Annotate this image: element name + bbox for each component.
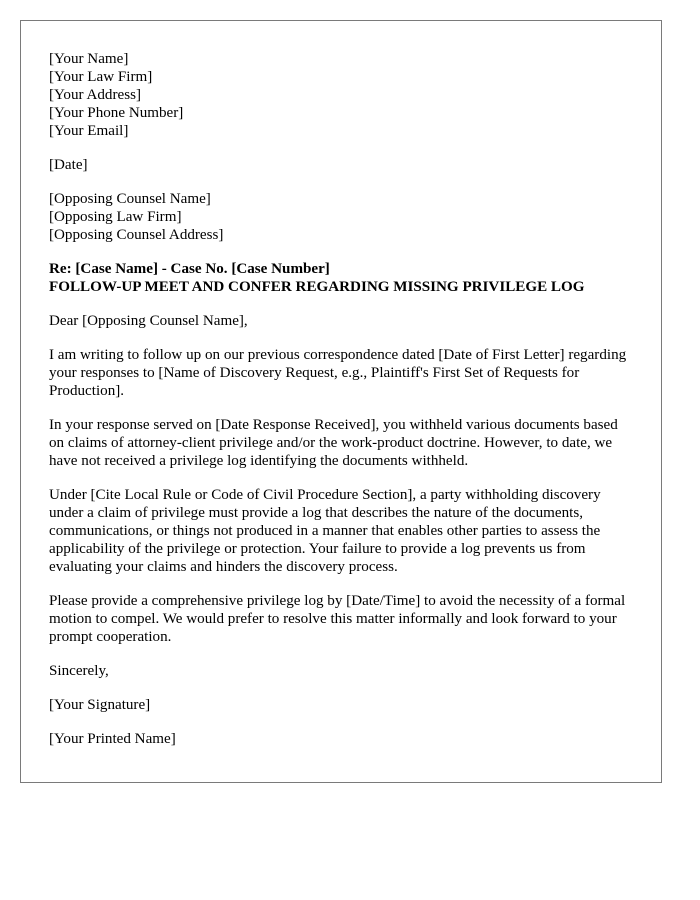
letter-page	[20, 20, 662, 783]
subject-title: FOLLOW-UP MEET AND CONFER REGARDING MISSING PRIVILEGE LOG	[49, 279, 585, 295]
recipient-name: [Opposing Counsel Name]	[49, 191, 211, 207]
closing: Sincerely,	[49, 663, 109, 679]
salutation: Dear [Opposing Counsel Name],	[49, 313, 248, 329]
letter-date: [Date]	[49, 157, 88, 173]
signature-placeholder: [Your Signature]	[49, 697, 151, 713]
body-paragraph-4: Please provide a comprehensive privilege log by [Date/Time] to avoid the necessity of a formal motion to compel. We would prefer to resolve this matter informally and look forward to your prompt cooperation.	[49, 593, 626, 645]
date-block	[49, 156, 633, 174]
sender-block	[49, 50, 633, 140]
sender-address: [Your Address]	[49, 87, 141, 103]
recipient-firm: [Opposing Law Firm]	[49, 209, 182, 225]
sender-phone: [Your Phone Number]	[49, 105, 184, 121]
recipient-address: [Opposing Counsel Address]	[49, 227, 224, 243]
sender-email: [Your Email]	[49, 123, 129, 139]
sender-name: [Your Name]	[49, 51, 129, 67]
body-paragraph-1: I am writing to follow up on our previous correspondence dated [Date of First Letter] regarding your responses to [Name of Discovery Request, e.g., Plaintiff's First Set of Requests for Production].	[49, 347, 627, 399]
subject-block	[49, 260, 633, 296]
recipient-block	[49, 190, 633, 244]
printed-name: [Your Printed Name]	[49, 731, 176, 747]
body-paragraph-2: In your response served on [Date Response Received], you withheld various documents based on claims of attorney-client privilege and/or the work-product doctrine. However, to date, we have not received a privilege log identifying the documents withheld.	[49, 417, 618, 469]
body-paragraph-3: Under [Cite Local Rule or Code of Civil Procedure Section], a party withholding discovery under a claim of privilege must provide a log that describes the nature of the documents, communications, or things not produced in a manner that enables other parties to assess the applicability of the privilege or protection. Your failure to provide a log prevents us from evaluating your claims and hinders the discovery process.	[49, 487, 601, 575]
subject-re-line: Re: [Case Name] - Case No. [Case Number]	[49, 261, 330, 277]
sender-firm: [Your Law Firm]	[49, 69, 153, 85]
